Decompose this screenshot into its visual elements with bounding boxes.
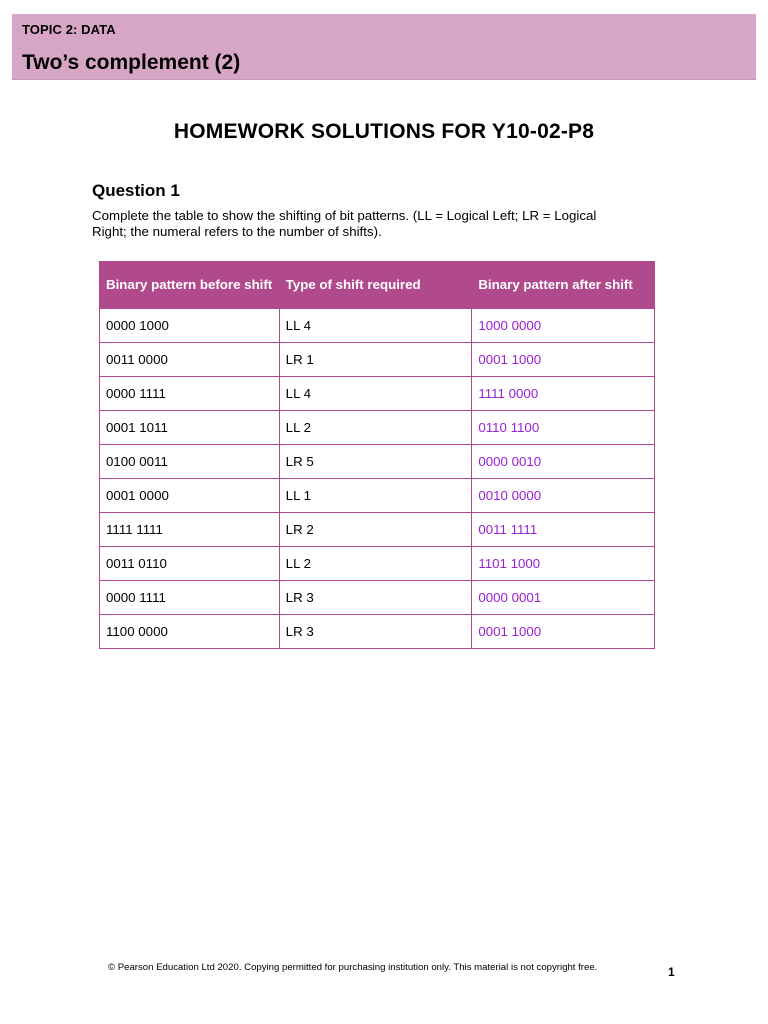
cell-after: 0000 0001 (472, 581, 655, 615)
cell-after: 0000 0010 (472, 445, 655, 479)
cell-before: 0001 1011 (100, 411, 280, 445)
table-row (100, 615, 655, 649)
cell-shift-type: LR 3 (279, 615, 472, 649)
table-row (100, 581, 655, 615)
cell-before: 0000 1000 (100, 309, 280, 343)
shift-table (99, 261, 655, 649)
copyright-notice: © Pearson Education Ltd 2020. Copying permitted for purchasing institution only. This material is not copyright free. (108, 962, 598, 973)
cell-shift-type: LL 2 (279, 547, 472, 581)
table-header-row (100, 262, 655, 309)
table-row (100, 513, 655, 547)
cell-shift-type: LR 2 (279, 513, 472, 547)
column-header-after: Binary pattern after shift (472, 262, 655, 309)
table-row (100, 343, 655, 377)
lesson-title: Two’s complement (2) (22, 51, 241, 74)
cell-after: 0110 1100 (472, 411, 655, 445)
cell-after: 0001 1000 (472, 615, 655, 649)
header-band (12, 14, 756, 80)
cell-after: 0010 0000 (472, 479, 655, 513)
cell-before: 1111 1111 (100, 513, 280, 547)
document-title: HOMEWORK SOLUTIONS FOR Y10-02-P8 (173, 120, 595, 143)
cell-after: 0011 1111 (472, 513, 655, 547)
cell-after: 1000 0000 (472, 309, 655, 343)
table-row (100, 411, 655, 445)
table-row (100, 445, 655, 479)
table-row (100, 309, 655, 343)
cell-shift-type: LL 4 (279, 377, 472, 411)
cell-before: 0000 1111 (100, 377, 280, 411)
cell-before: 0011 0000 (100, 343, 280, 377)
cell-after: 1101 1000 (472, 547, 655, 581)
cell-before: 0011 0110 (100, 547, 280, 581)
table-row (100, 547, 655, 581)
cell-shift-type: LR 1 (279, 343, 472, 377)
page-number: 1 (668, 965, 675, 979)
cell-before: 1100 0000 (100, 615, 280, 649)
cell-before: 0100 0011 (100, 445, 280, 479)
table-row (100, 377, 655, 411)
table-row (100, 479, 655, 513)
cell-shift-type: LR 5 (279, 445, 472, 479)
cell-shift-type: LL 2 (279, 411, 472, 445)
column-header-shift-type: Type of shift required (279, 262, 472, 309)
cell-before: 0001 0000 (100, 479, 280, 513)
question-text: Complete the table to show the shifting of bit patterns. (LL = Logical Left; LR = Logical Right; the numeral refers to the number of shifts). (92, 208, 597, 239)
column-header-before: Binary pattern before shift (100, 262, 280, 309)
cell-shift-type: LL 4 (279, 309, 472, 343)
topic-label: TOPIC 2: DATA (22, 22, 116, 37)
cell-shift-type: LL 1 (279, 479, 472, 513)
cell-after: 1111 0000 (472, 377, 655, 411)
question-heading: Question 1 (92, 181, 180, 200)
cell-before: 0000 1111 (100, 581, 280, 615)
cell-after: 0001 1000 (472, 343, 655, 377)
cell-shift-type: LR 3 (279, 581, 472, 615)
